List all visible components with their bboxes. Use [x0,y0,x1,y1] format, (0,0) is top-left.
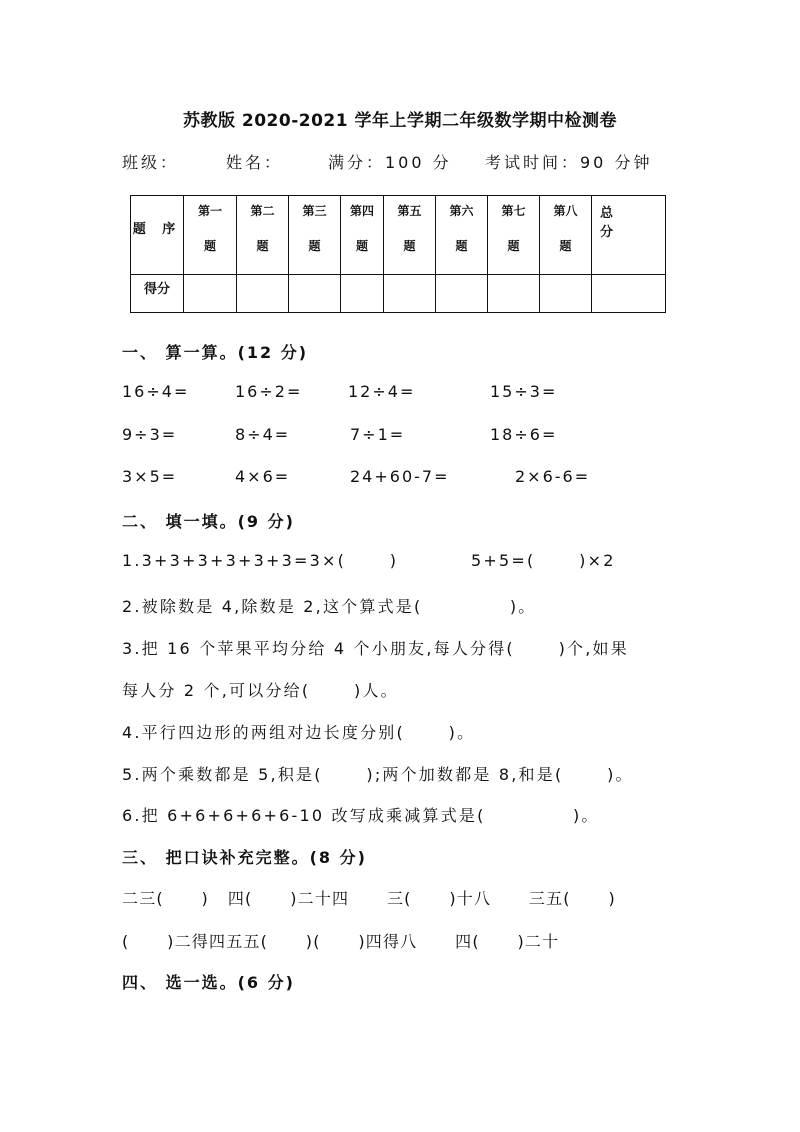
score-cell[interactable] [384,275,436,313]
score-table-col-1: 第一 题 [184,196,237,275]
question-line: 5.两个乘数都是 5,积是( );两个加数都是 8,和是( )。 [122,765,634,784]
question-line: 4.平行四边形的两组对边长度分别( )。 [122,723,476,742]
score-cell[interactable] [289,275,341,313]
exercise: 3×5= [122,467,178,486]
exercise: 8÷4= [235,425,291,444]
exercise: 16÷2= [235,382,303,401]
score-table-col-6: 第六 题 [436,196,488,275]
score-cell[interactable] [540,275,592,313]
exercise: 2×6-6= [515,467,591,486]
question-line: 1.3+3+3+3+3+3=3×( ) 5+5=( )×2 [122,551,616,570]
exercise: 24+60-7= [350,467,450,486]
score-row-label: 得分 [131,275,184,313]
score-table-col-5: 第五 题 [384,196,436,275]
score-cell[interactable] [237,275,289,313]
score-cell[interactable] [436,275,488,313]
score-table-corner: 题 序 [131,196,184,275]
score-table-score-row [131,275,666,313]
score-table [130,195,666,313]
page-title: 苏教版 2020-2021 学年上学期二年级数学期中检测卷 [182,111,618,131]
exercise: 12÷4= [348,382,416,401]
score-table-col-2: 第二 题 [237,196,289,275]
section-3-heading: 三、 把口诀补充完整。(8 分) [122,848,367,867]
exercise: 16÷4= [122,382,190,401]
exercise: 7÷1= [350,425,406,444]
question-line: 6.把 6+6+6+6+6-10 改写成乘减算式是( )。 [122,806,600,825]
score-table-header-row [131,196,666,275]
section-1-heading: 一、 算一算。(12 分) [122,343,309,362]
score-cell[interactable] [341,275,384,313]
score-table-total: 总 分 [592,196,666,275]
section-4-heading: 四、 选一选。(6 分) [122,973,295,992]
question-line: ( )二得四五五( )( )四得八 四( )二十 [122,932,560,951]
question-line: 每人分 2 个,可以分给( )人。 [122,681,399,700]
full-score-label: 满分：100 分 [328,153,452,172]
exercise: 15÷3= [490,382,558,401]
score-table-col-8: 第八 题 [540,196,592,275]
exercise: 18÷6= [490,425,558,444]
question-line: 2.被除数是 4,除数是 2,这个算式是( )。 [122,597,537,616]
class-label: 班级： [122,153,180,172]
exercise: 9÷3= [122,425,178,444]
score-cell[interactable] [488,275,540,313]
question-line: 二三( ) 四( )二十四 三( )十八 三五( ) [122,889,616,908]
section-2-heading: 二、 填一填。(9 分) [122,512,295,531]
score-cell[interactable] [592,275,666,313]
score-table-col-4: 第四 题 [341,196,384,275]
exercise: 4×6= [235,467,291,486]
exam-time-label: 考试时间：90 分钟 [485,153,653,172]
score-table-col-3: 第三 题 [289,196,341,275]
score-table-col-7: 第七 题 [488,196,540,275]
name-label: 姓名： [226,153,284,172]
question-line: 3.把 16 个苹果平均分给 4 个小朋友,每人分得( )个,如果 [122,639,629,658]
score-cell[interactable] [184,275,237,313]
